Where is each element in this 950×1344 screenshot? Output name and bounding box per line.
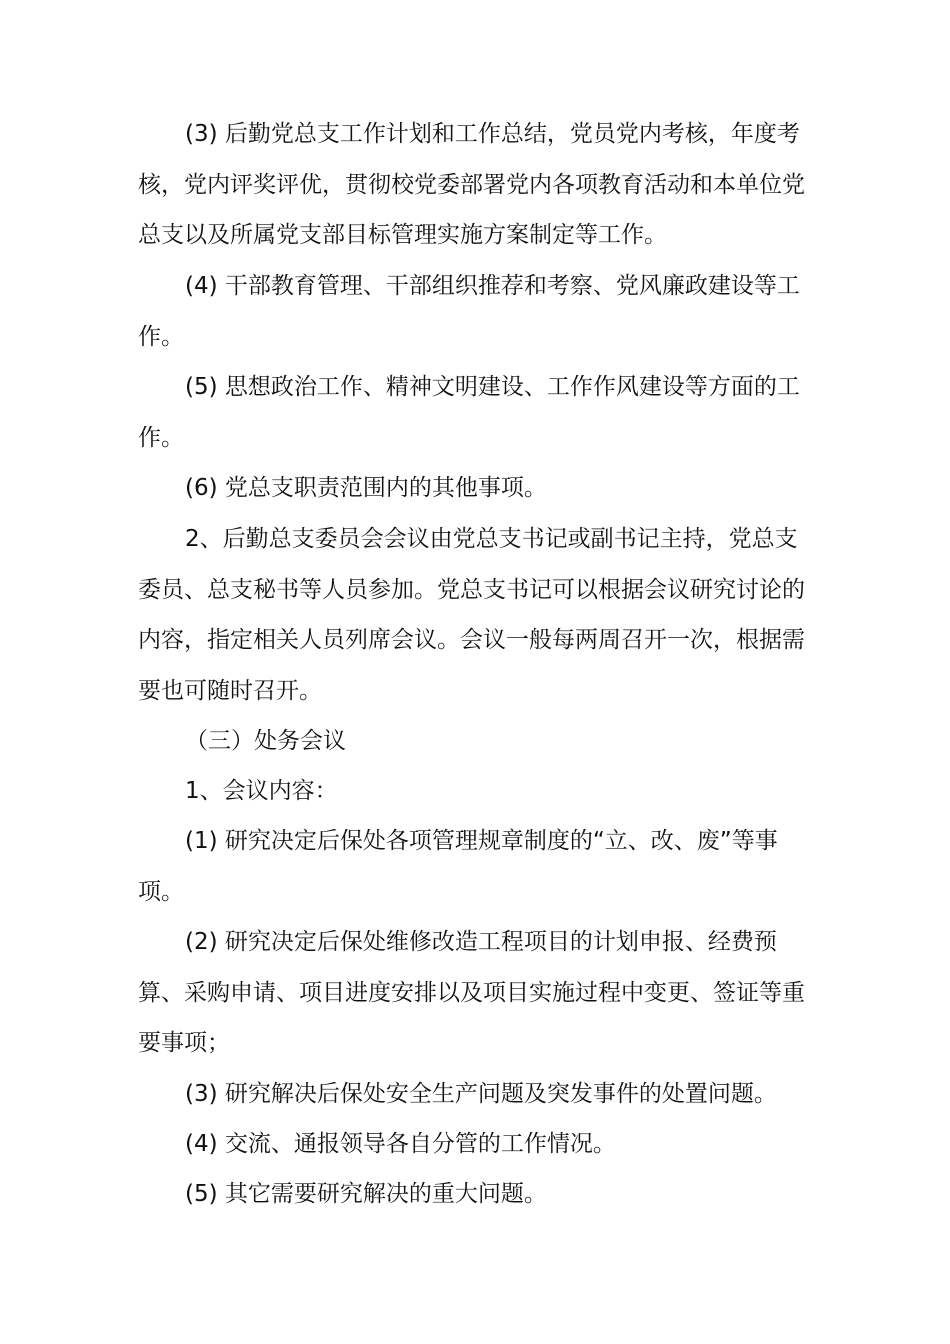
paragraph-rules-regulations: (1) 研究决定后保处各项管理规章制度的“立、改、废”等事项。 <box>138 828 778 905</box>
paragraph-meeting-content: 1、会议内容： <box>185 778 338 804</box>
paragraph-major-issues: (5) 其它需要研究解决的重大问题。 <box>185 1181 547 1207</box>
paragraph-cadre-education: (4) 干部教育管理、干部组织推荐和考察、党风廉政建设等工作。 <box>138 273 800 350</box>
paragraph-ideological-work: (5) 思想政治工作、精神文明建设、工作作风建设等方面的工作。 <box>138 374 800 451</box>
paragraph-committee-meeting: 2、后勤总支委员会会议由党总支书记或副书记主持，党总支委员、总支秘书等人员参加。党总支书记可以根据会议研究讨论的内容，指定相关人员列席会议。会议一般每两周召开一次，根据需要也可随时召开。 <box>138 526 805 704</box>
paragraph-engineering-projects: (2) 研究决定后保处维修改造工程项目的计划申报、经费预算、采购申请、项目进度安排以及项目实施过程中变更、签证等重要事项； <box>138 929 805 1056</box>
paragraph-exchange-reports: (4) 交流、通报领导各自分管的工作情况。 <box>185 1131 616 1157</box>
paragraph-safety-production: (3) 研究解决后保处安全生产问题及突发事件的处置问题。 <box>185 1081 777 1107</box>
section-heading-office-meeting: （三）处务会议 <box>185 728 346 754</box>
paragraph-party-work-plan: (3) 后勤党总支工作计划和工作总结，党员党内考核，年度考核，党内评奖评优，贯彻校党委部署党内各项教育活动和本单位党总支以及所属党支部目标管理实施方案制定等工作。 <box>138 121 805 248</box>
paragraph-other-matters: (6) 党总支职责范围内的其他事项。 <box>185 475 547 501</box>
